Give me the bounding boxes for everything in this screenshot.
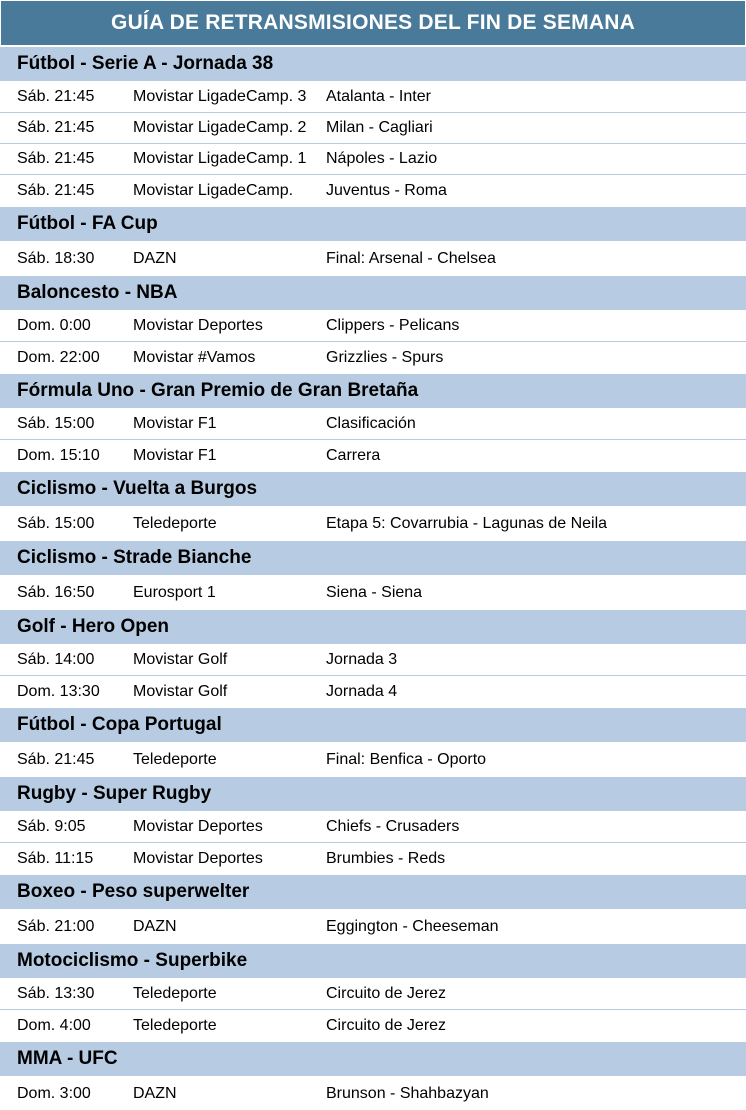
row-event: Grizzlies - Spurs (326, 348, 444, 366)
schedule-row (0, 409, 746, 440)
row-time: Sáb. 18:30 (17, 249, 95, 267)
row-channel: Movistar Deportes (133, 317, 263, 334)
row-event: Clippers - Pelicans (326, 317, 460, 334)
row-time: Dom. 0:00 (17, 317, 91, 334)
row-time: Sáb. 21:45 (17, 88, 95, 105)
row-event: Nápoles - Lazio (326, 150, 438, 167)
section (0, 540, 746, 609)
row-time: Dom. 15:10 (17, 446, 100, 464)
row-channel: Movistar LigadeCamp. (133, 181, 294, 199)
guide-title: GUÍA DE RETRANSMISIONES DEL FIN DE SEMANA (0, 0, 746, 46)
row-channel: Teledeporte (133, 514, 217, 532)
section-header: Rugby - Super Rugby (0, 776, 746, 812)
row-channel: Movistar Deportes (133, 849, 263, 867)
row-time: Sáb. 21:00 (17, 917, 95, 935)
row-time: Sáb. 21:45 (17, 750, 95, 768)
schedule-row (0, 342, 746, 373)
section-header: Fórmula Uno - Gran Premio de Gran Bretaña (0, 373, 746, 409)
row-channel: Movistar F1 (133, 415, 217, 432)
section-header: Golf - Hero Open (0, 609, 746, 645)
section-header: Fútbol - FA Cup (0, 206, 746, 242)
section (0, 1041, 746, 1110)
row-channel: Teledeporte (133, 750, 217, 768)
section-header: MMA - UFC (0, 1041, 746, 1077)
schedule-row (0, 1010, 746, 1041)
row-time: Sáb. 21:45 (17, 150, 95, 167)
row-time: Sáb. 14:00 (17, 651, 95, 668)
schedule-row (0, 440, 746, 471)
schedule-row (0, 113, 746, 144)
row-channel: Movistar F1 (133, 446, 217, 464)
schedule-row (0, 311, 746, 342)
row-channel: Movistar Golf (133, 651, 228, 668)
row-time: Sáb. 16:50 (17, 583, 95, 601)
row-event: Brumbies - Reds (326, 849, 446, 867)
row-time: Sáb. 9:05 (17, 818, 86, 835)
row-time: Sáb. 11:15 (17, 849, 94, 867)
schedule-row (0, 82, 746, 113)
row-time: Dom. 13:30 (17, 682, 100, 700)
row-channel: Teledeporte (133, 985, 217, 1002)
section-header: Fútbol - Copa Portugal (0, 707, 746, 743)
row-event: Milan - Cagliari (326, 119, 433, 136)
section (0, 373, 746, 471)
section (0, 471, 746, 540)
schedule-row (0, 1077, 746, 1110)
section-header: Boxeo - Peso superwelter (0, 874, 746, 910)
row-channel: Teledeporte (133, 1016, 217, 1034)
section (0, 206, 746, 275)
row-event: Circuito de Jerez (326, 1016, 447, 1034)
row-time: Dom. 3:00 (17, 1084, 91, 1102)
row-channel: Eurosport 1 (133, 583, 216, 601)
schedule-row (0, 979, 746, 1010)
row-channel: DAZN (133, 1084, 177, 1102)
row-time: Sáb. 15:00 (17, 415, 95, 432)
row-channel: Movistar Deportes (133, 818, 263, 835)
row-event: Juventus - Roma (326, 181, 447, 199)
row-event: Circuito de Jerez (326, 985, 447, 1002)
section (0, 46, 746, 206)
row-time: Sáb. 13:30 (17, 985, 95, 1002)
row-event: Chiefs - Crusaders (326, 818, 460, 835)
section-header: Baloncesto - NBA (0, 275, 746, 311)
section (0, 776, 746, 874)
schedule-row (0, 645, 746, 676)
section (0, 275, 746, 373)
row-channel: Movistar LigadeCamp. 1 (133, 150, 307, 167)
section (0, 609, 746, 707)
row-event: Jornada 4 (326, 682, 398, 700)
schedule-row (0, 576, 746, 609)
row-event: Brunson - Shahbazyan (326, 1084, 489, 1102)
row-channel: Movistar Golf (133, 682, 228, 700)
section-header: Motociclismo - Superbike (0, 943, 746, 979)
row-channel: DAZN (133, 917, 177, 935)
row-event: Clasificación (326, 415, 416, 432)
section (0, 874, 746, 943)
row-event: Eggington - Cheeseman (326, 917, 499, 935)
row-channel: Movistar LigadeCamp. 2 (133, 119, 307, 136)
schedule-row (0, 843, 746, 874)
schedule-row (0, 910, 746, 943)
schedule-row (0, 507, 746, 540)
schedule-row (0, 144, 746, 175)
row-time: Sáb. 15:00 (17, 514, 95, 532)
schedule-row (0, 743, 746, 776)
schedule-row (0, 175, 746, 206)
row-time: Sáb. 21:45 (17, 119, 95, 136)
schedule-row (0, 242, 746, 275)
row-event: Carrera (326, 446, 381, 464)
section-header: Ciclismo - Vuelta a Burgos (0, 471, 746, 507)
row-time: Dom. 22:00 (17, 348, 100, 366)
row-event: Etapa 5: Covarrubia - Lagunas de Neila (326, 514, 608, 532)
row-time: Sáb. 21:45 (17, 181, 95, 199)
row-event: Siena - Siena (326, 583, 423, 601)
section (0, 943, 746, 1041)
section-header: Ciclismo - Strade Bianche (0, 540, 746, 576)
row-event: Final: Arsenal - Chelsea (326, 249, 496, 267)
schedule-row (0, 812, 746, 843)
section (0, 707, 746, 776)
row-time: Dom. 4:00 (17, 1016, 91, 1034)
row-event: Final: Benfica - Oporto (326, 750, 487, 768)
schedule-row (0, 676, 746, 707)
row-channel: Movistar LigadeCamp. 3 (133, 88, 307, 105)
row-channel: Movistar #Vamos (133, 348, 256, 366)
row-event: Atalanta - Inter (326, 88, 431, 105)
sections-list (0, 46, 746, 1110)
row-event: Jornada 3 (326, 651, 398, 668)
row-channel: DAZN (133, 249, 177, 267)
section-header: Fútbol - Serie A - Jornada 38 (0, 46, 746, 82)
